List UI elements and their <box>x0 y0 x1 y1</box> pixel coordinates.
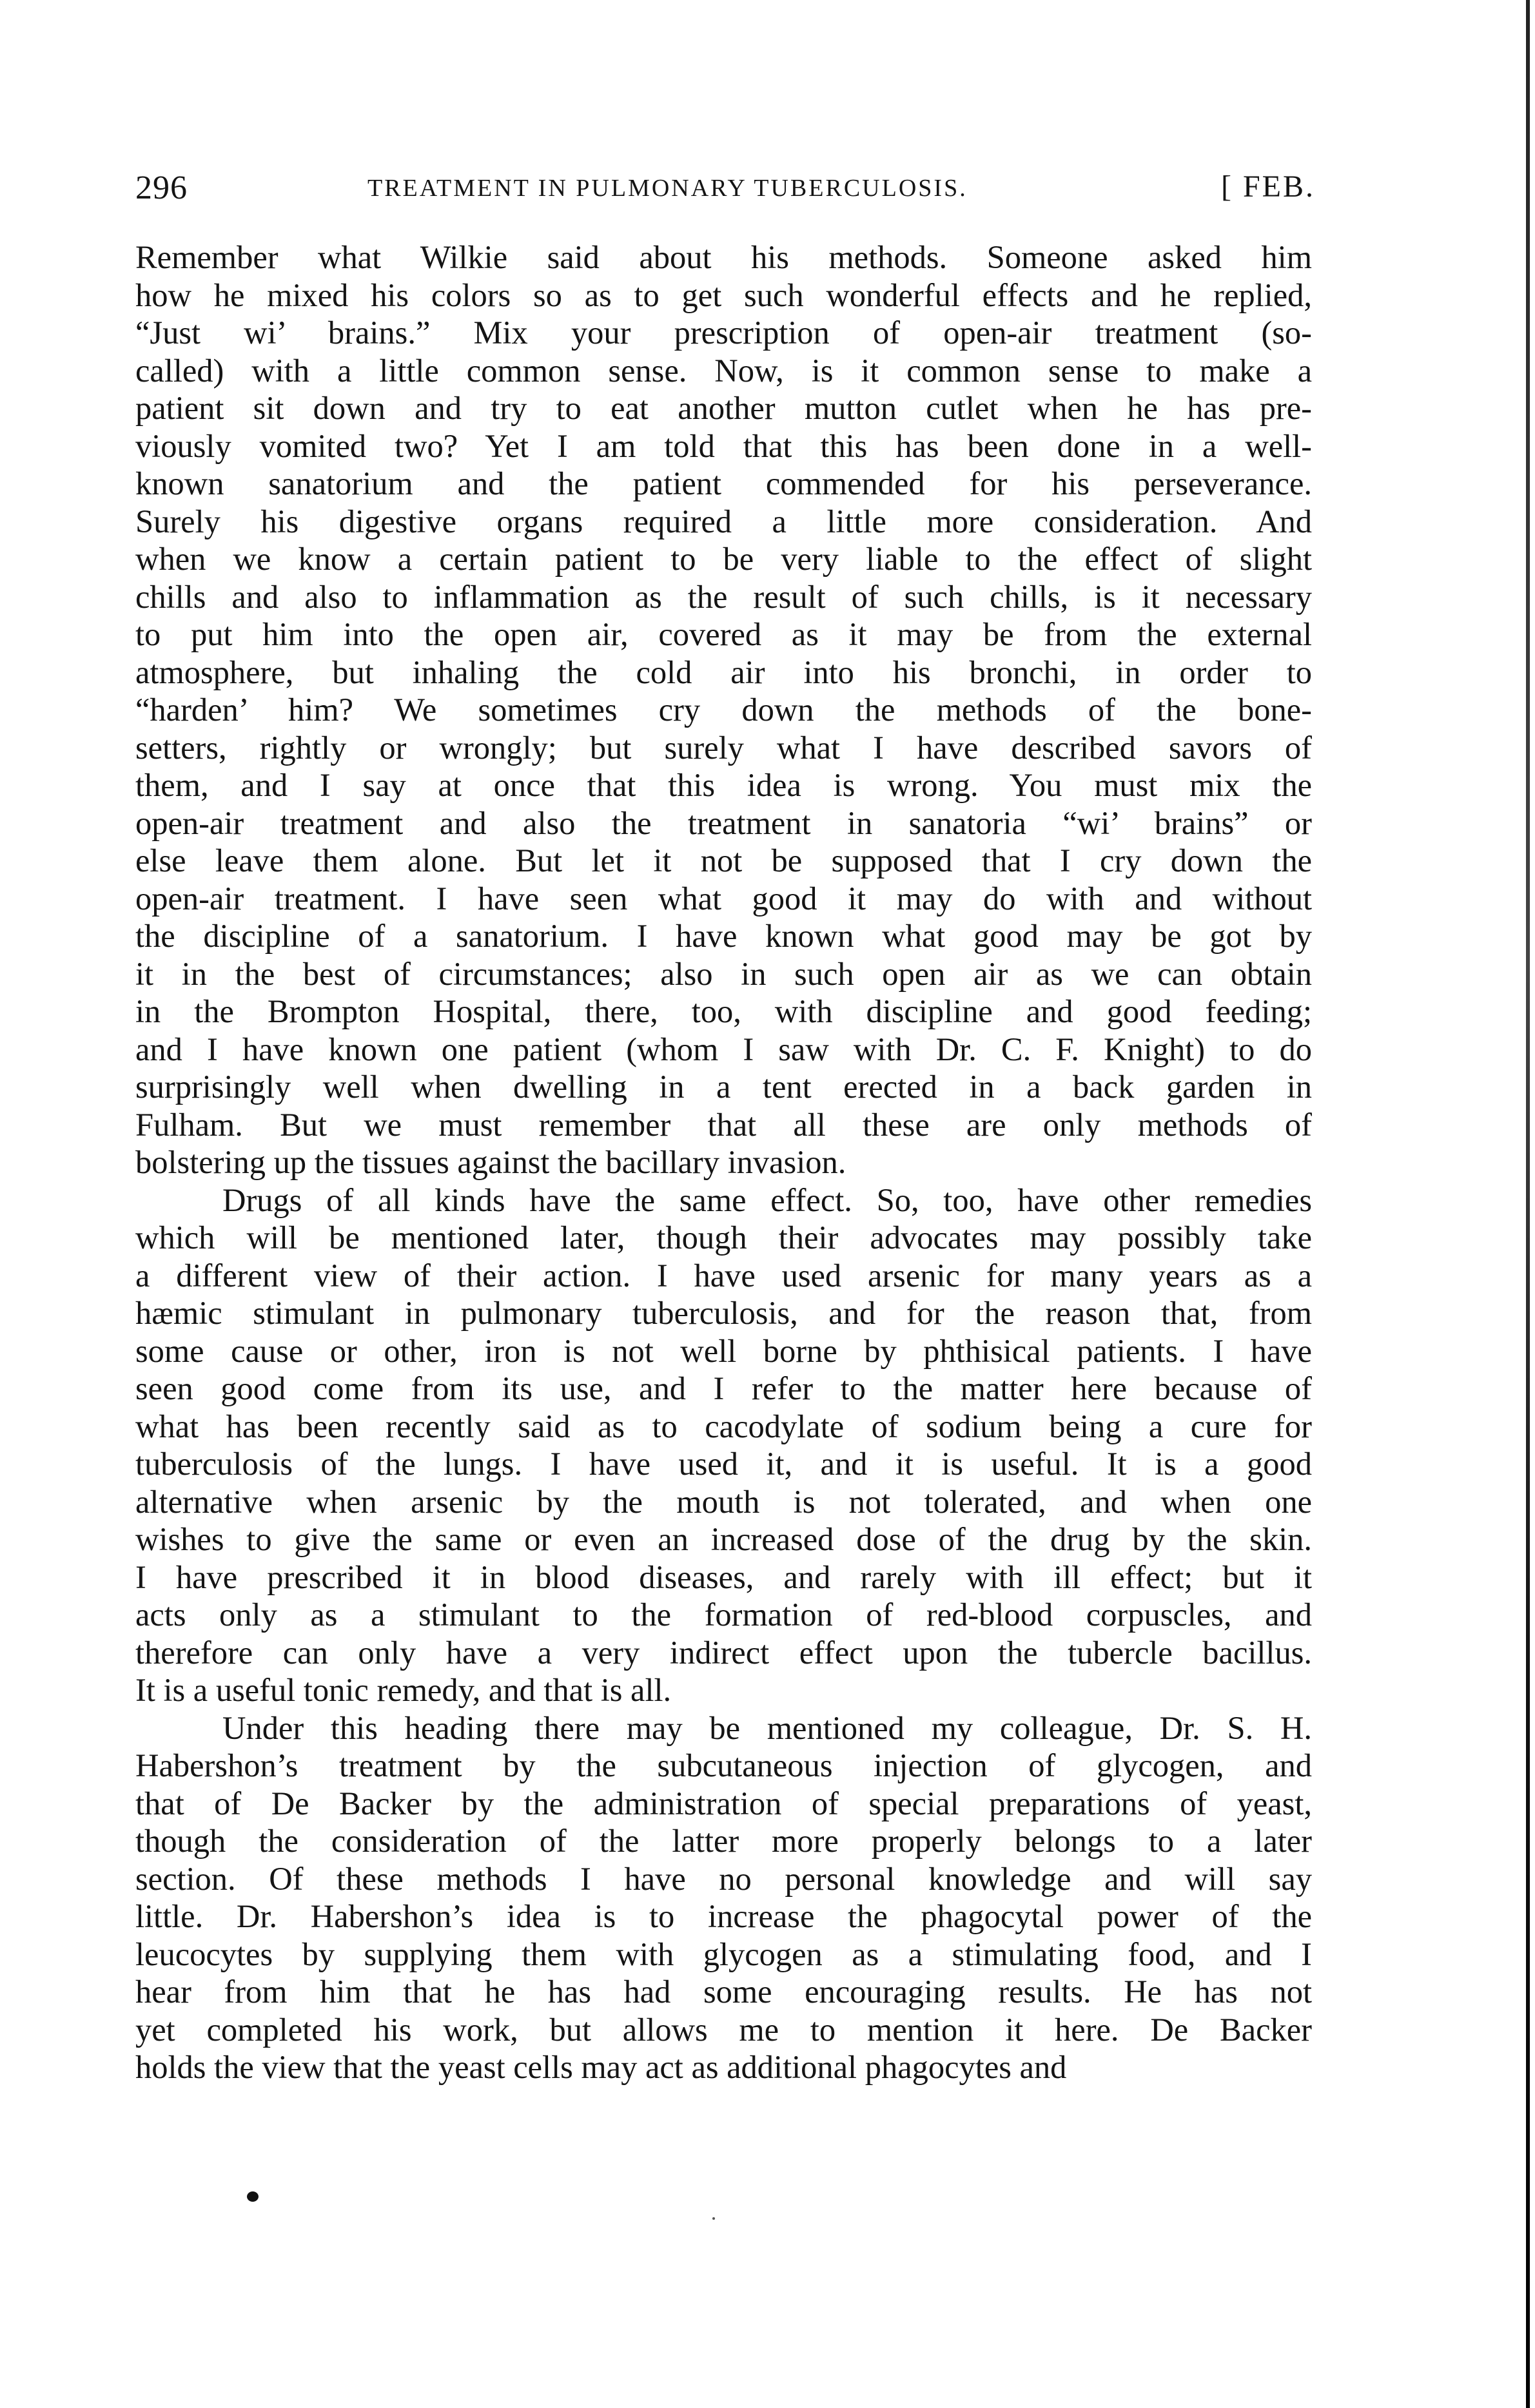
text-line: called) with a little common sense. Now, is it common sense to make a <box>135 352 1312 389</box>
ink-spot <box>247 2191 259 2202</box>
text-line: setters, rightly or wrongly; but surely what I have described savors of <box>135 729 1312 766</box>
text-line: yet completed his work, but allows me to mention it here. De Backer <box>135 2011 1312 2048</box>
text-line: patient sit down and try to eat another mutton cutlet when he has pre- <box>135 390 1312 426</box>
text-line: Remember what Wilkie said about his methods. Someone asked him <box>135 239 1312 275</box>
body-text <box>135 238 1312 2086</box>
text-line: known sanatorium and the patient commended for his perseverance. <box>135 465 1312 501</box>
text-line: leucocytes by supplying them with glycogen as a stimulating food, and I <box>135 1936 1312 1972</box>
text-line: Surely his digestive organs required a little more consideration. And <box>135 503 1312 539</box>
text-line: acts only as a stimulant to the formation of red-blood corpuscles, and <box>135 1597 1312 1633</box>
paragraph <box>135 238 1312 1181</box>
page-number: 296 <box>135 170 188 206</box>
text-line: It is a useful tonic remedy, and that is all. <box>135 1672 672 1708</box>
page-edge-shadow <box>1526 0 1530 2408</box>
text-line: though the consideration of the latter more properly belongs to a later <box>135 1823 1312 1859</box>
text-line: open-air treatment and also the treatment in sanatoria “wi’ brains” or <box>135 804 1312 841</box>
text-line: atmosphere, but inhaling the cold air into his bronchi, in order to <box>135 654 1312 690</box>
text-line: and I have known one patient (whom I saw with Dr. C. F. Knight) to do <box>135 1031 1312 1067</box>
text-line: some cause or other, iron is not well borne by phthisical patients. I have <box>135 1332 1312 1369</box>
paragraph <box>135 1709 1312 2086</box>
text-line: “harden’ him? We sometimes cry down the methods of the bone- <box>135 692 1312 728</box>
text-line: surprisingly well when dwelling in a tent erected in a back garden in <box>135 1069 1312 1105</box>
text-line: the discipline of a sanatorium. I have known what good may be got by <box>135 918 1312 954</box>
ink-dot <box>712 2217 715 2220</box>
text-line: tuberculosis of the lungs. I have used it, and it is useful. It is a good <box>135 1446 1312 1482</box>
text-line: alternative when arsenic by the mouth is not tolerated, and when one <box>135 1483 1312 1520</box>
text-line: which will be mentioned later, though their advocates may possibly take <box>135 1219 1312 1256</box>
text-line: what has been recently said as to cacodylate of sodium being a cure for <box>135 1408 1312 1444</box>
text-line: them, and I say at once that this idea is wrong. You must mix the <box>135 767 1312 803</box>
text-line: in the Brompton Hospital, there, too, with discipline and good feeding; <box>135 993 1312 1029</box>
text-line: seen good come from its use, and I refer to the matter here because of <box>135 1370 1312 1406</box>
text-line: I have prescribed it in blood diseases, and rarely with ill effect; but it <box>135 1558 1312 1595</box>
text-line: open-air treatment. I have seen what good it may do with and without <box>135 880 1312 917</box>
text-line: holds the view that the yeast cells may act as additional phagocytes and <box>135 2049 1067 2085</box>
text-line: it in the best of circumstances; also in such open air as we can obtain <box>135 955 1312 992</box>
text-line: how he mixed his colors so as to get such wonderful effects and he replied, <box>135 277 1312 313</box>
text-line: Fulham. But we must remember that all these are only methods of <box>135 1106 1312 1143</box>
section-mark: [ FEB. <box>1220 170 1315 204</box>
text-line: therefore can only have a very indirect effect upon the tubercle bacillus. <box>135 1634 1312 1671</box>
text-line: section. Of these methods I have no personal knowledge and will say <box>135 1860 1312 1897</box>
text-line: viously vomited two? Yet I am told that this has been done in a well- <box>135 427 1312 464</box>
text-line: else leave them alone. But let it not be supposed that I cry down the <box>135 842 1312 879</box>
text-line: little. Dr. Habershon’s idea is to increase the phagocytal power of the <box>135 1898 1312 1934</box>
paragraph <box>135 1181 1312 1709</box>
text-line: chills and also to inflammation as the result of such chills, is it necessary <box>135 578 1312 615</box>
text-line: Habershon’s treatment by the subcutaneous injection of glycogen, and <box>135 1747 1312 1783</box>
page-header <box>135 169 1315 214</box>
text-line: hear from him that he has had some encouraging results. He has not <box>135 1974 1312 2010</box>
text-line: a different view of their action. I have used arsenic for many years as a <box>135 1257 1312 1294</box>
text-line: hæmic stimulant in pulmonary tuberculosis, and for the reason that, from <box>135 1295 1312 1331</box>
running-title: TREATMENT IN PULMONARY TUBERCULOSIS. <box>367 175 968 202</box>
text-line: “Just wi’ brains.” Mix your prescription of open-air treatment (so- <box>135 315 1312 351</box>
text-line: that of De Backer by the administration of special preparations of yeast, <box>135 1785 1312 1821</box>
text-line: wishes to give the same or even an increased dose of the drug by the skin. <box>135 1521 1312 1557</box>
text-line: when we know a certain patient to be very liable to the effect of slight <box>135 541 1312 577</box>
text-line: Drugs of all kinds have the same effect. So, too, have other remedies <box>222 1181 1312 1218</box>
text-line: bolstering up the tissues against the bacillary invasion. <box>135 1144 846 1180</box>
text-line: to put him into the open air, covered as it may be from the external <box>135 616 1312 652</box>
text-line: Under this heading there may be mentioned my colleague, Dr. S. H. <box>222 1709 1312 1746</box>
